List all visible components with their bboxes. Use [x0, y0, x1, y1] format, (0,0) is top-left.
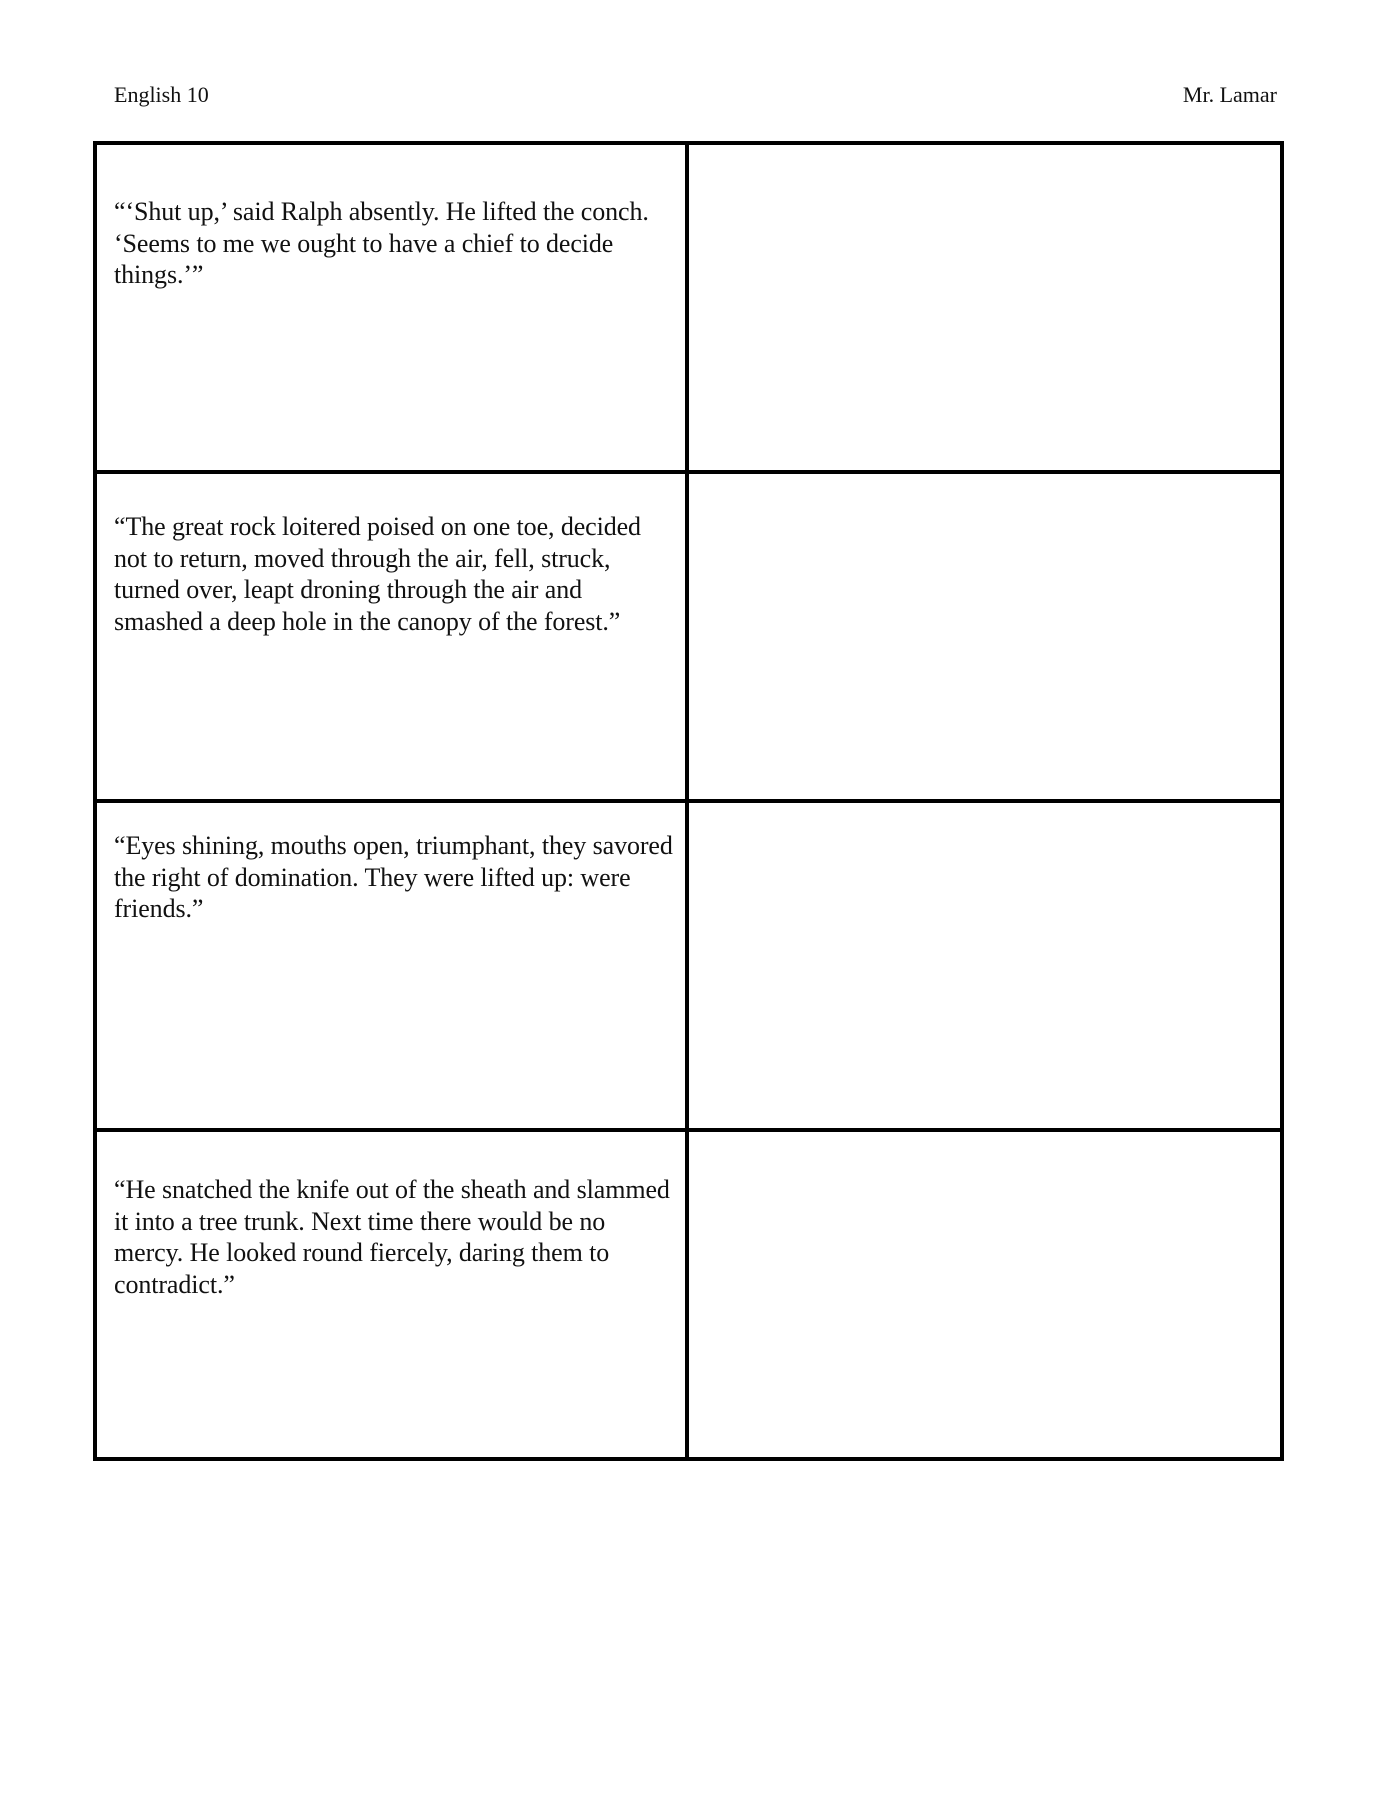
- response-cell[interactable]: [687, 143, 1282, 472]
- response-cell[interactable]: [687, 472, 1282, 801]
- quote-text: “Eyes shining, mouths open, triumphant, they savored the right of domination. They were lifted up: were friends.”: [114, 831, 673, 923]
- table-row: [95, 801, 1282, 1130]
- quote-text: “He snatched the knife out of the sheath and slammed it into a tree trunk. Next time there would be no mercy. He looked round fiercely, daring them to contradict.”: [114, 1175, 670, 1299]
- table-row: [95, 143, 1282, 472]
- quote-response-table: [93, 141, 1284, 1461]
- table-row: [95, 472, 1282, 801]
- teacher-name: Mr. Lamar: [1182, 82, 1277, 107]
- quote-text: “The great rock loitered poised on one toe, decided not to return, moved through the air, fell, struck, turned over, leapt droning through the air and smashed a deep hole in the canopy of the forest.”: [114, 512, 641, 636]
- quote-cell: [95, 143, 687, 472]
- quote-cell: [95, 1130, 687, 1459]
- quote-cell: [95, 472, 687, 801]
- response-cell[interactable]: [687, 801, 1282, 1130]
- quote-text: “‘Shut up,’ said Ralph absently. He lifted the conch. ‘Seems to me we ought to have a chief to decide things.’”: [114, 197, 649, 289]
- quote-cell: [95, 801, 687, 1130]
- response-cell[interactable]: [687, 1130, 1282, 1459]
- page-header: [114, 80, 1277, 110]
- table-row: [95, 1130, 1282, 1459]
- course-title: English 10: [114, 82, 209, 107]
